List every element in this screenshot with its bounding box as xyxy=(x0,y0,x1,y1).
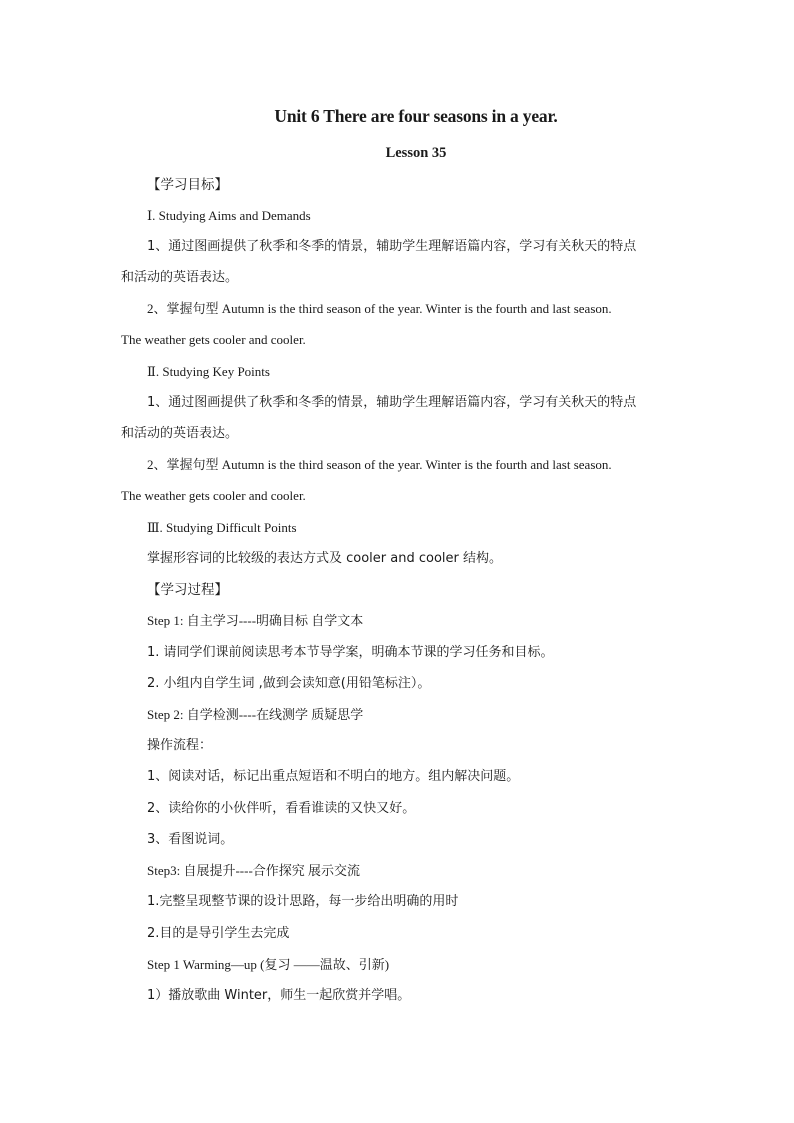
paragraph-line: 操作流程： xyxy=(147,738,213,753)
paragraph-line: 1）播放歌曲 Winter，师生一起欣赏并学唱。 xyxy=(147,988,411,1003)
paragraph-line: 2. 小组内自学生词 ,做到会读知意(用铅笔标注）。 xyxy=(147,676,431,691)
section-heading-objectives: 【学习目标】 xyxy=(147,177,228,193)
lesson-title: Lesson 35 xyxy=(385,145,447,161)
paragraph-line: 1.完整呈现整节课的设计思路，每一步给出明确的用时 xyxy=(147,894,459,909)
paragraph-line: 1、通过图画提供了秋季和冬季的情景，辅助学生理解语篇内容，学习有关秋天的特点 xyxy=(147,395,637,410)
paragraph-line: 2、掌握句型 Autumn is the third season of the year. Winter is the fourth and last season. xyxy=(147,457,612,472)
step-heading: Step3: 自展提升----合作探究 展示交流 xyxy=(147,863,361,878)
paragraph-line: The weather gets cooler and cooler. xyxy=(121,488,306,503)
paragraph-line: 2、读给你的小伙伴听，看看谁读的又快又好。 xyxy=(147,801,416,816)
subheading-key-points: Ⅱ. Studying Key Points xyxy=(147,364,270,379)
paragraph-line: 掌握形容词的比较级的表达方式及 cooler and cooler 结构。 xyxy=(147,551,503,566)
paragraph-line: 和活动的英语表达。 xyxy=(121,270,239,285)
paragraph-line: 2、掌握句型 Autumn is the third season of the year. Winter is the fourth and last season. xyxy=(147,301,612,316)
paragraph-line: 1、通过图画提供了秋季和冬季的情景，辅助学生理解语篇内容，学习有关秋天的特点 xyxy=(147,239,637,254)
paragraph-line: The weather gets cooler and cooler. xyxy=(121,332,306,347)
paragraph-line: 2.目的是导引学生去完成 xyxy=(147,926,290,941)
step-heading: Step 1 Warming—up (复习 ——温故、引新) xyxy=(147,957,390,972)
paragraph-line: 3、看图说词。 xyxy=(147,832,234,847)
unit-title: Unit 6 There are four seasons in a year. xyxy=(274,106,558,126)
paragraph-line: 1. 请同学们课前阅读思考本节导学案，明确本节课的学习任务和目标。 xyxy=(147,645,554,660)
subheading-difficult-points: Ⅲ. Studying Difficult Points xyxy=(147,520,297,535)
step-heading: Step 2: 自学检测----在线测学 质疑思学 xyxy=(147,707,364,722)
paragraph-line: 1、阅读对话，标记出重点短语和不明白的地方。组内解决问题。 xyxy=(147,769,520,784)
step-heading: Step 1: 自主学习----明确目标 自学文本 xyxy=(147,613,364,628)
section-heading-process: 【学习过程】 xyxy=(147,582,228,598)
subheading-aims: Ⅰ. Studying Aims and Demands xyxy=(147,208,311,223)
paragraph-line: 和活动的英语表达。 xyxy=(121,426,239,441)
